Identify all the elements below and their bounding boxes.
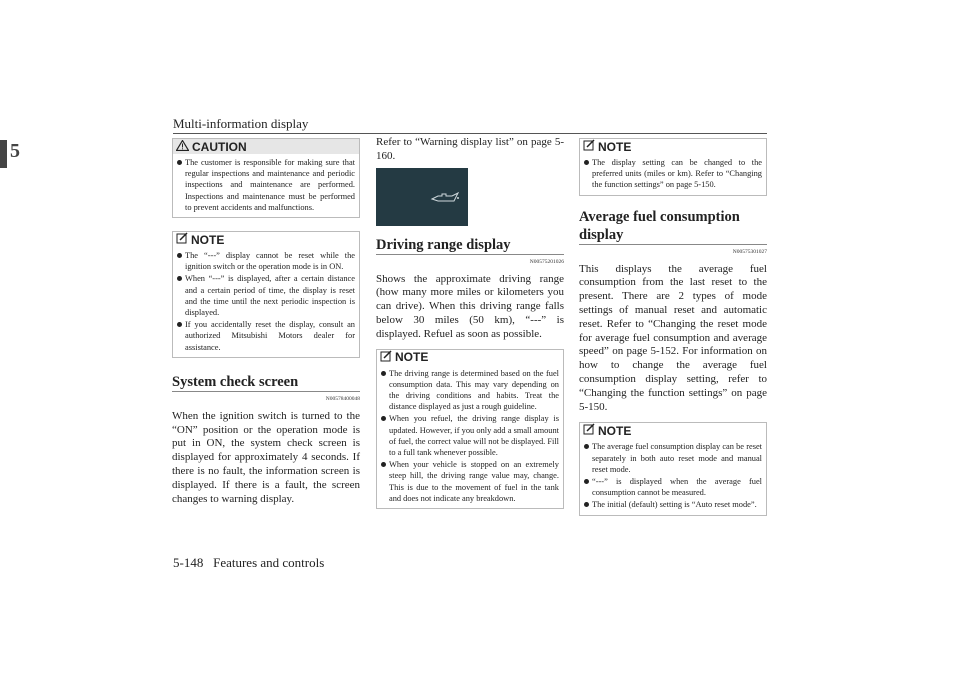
note-header bbox=[173, 232, 359, 247]
bullet-icon bbox=[584, 160, 589, 165]
bullet-icon bbox=[584, 444, 589, 449]
bullet-icon bbox=[381, 416, 386, 421]
section-title: System check screen bbox=[172, 373, 299, 390]
bullet-icon bbox=[381, 462, 386, 467]
oil-can-icon bbox=[430, 190, 460, 208]
list-item: When your vehicle is stopped on an extremely steep hill, the driving range value may, change. This is due to the movement of fuel in the tank and does not indicate any breakdown. bbox=[381, 459, 559, 504]
note-header bbox=[580, 139, 766, 154]
section-paragraph: When the ignition switch is turned to the “ON” position or the operation mode is put in ON, the system check screen is displayed for approximately 4 seconds. If there is no fault, the information screen is displayed. If there is a fault, the screen changes to warning display. bbox=[172, 409, 360, 505]
note-label: NOTE bbox=[598, 423, 632, 438]
note-pencil-icon bbox=[176, 232, 188, 247]
list-item: The initial (default) setting is “Auto reset mode”. bbox=[584, 499, 762, 510]
section-code: N00578400048 bbox=[325, 395, 360, 402]
display-screen-illustration bbox=[376, 168, 468, 226]
left-column bbox=[172, 138, 360, 506]
caution-header bbox=[173, 139, 359, 154]
note-header bbox=[580, 423, 766, 438]
section-code: N00575201026 bbox=[529, 258, 564, 265]
header-rule bbox=[173, 133, 767, 134]
note-box bbox=[376, 349, 564, 509]
bullet-icon bbox=[177, 160, 182, 165]
note-box bbox=[579, 422, 767, 515]
section-paragraph: Shows the approximate driving range (how many more miles or kilometers you can drive). When this driving range falls below 30 miles (50 km), “---” is displayed. Refuel as soon as possible. bbox=[376, 272, 564, 340]
list-item: When you refuel, the driving range display is updated. However, if you only add a small amount of fuel, the correct value will not be displayed. Fill to a full tank whenever possible. bbox=[381, 413, 559, 458]
section-paragraph: This displays the average fuel consumption from the last reset to the present. There are 2 types of mode settings of manual reset and automatic reset. Refer to “Changing the reset mode for average fuel consumption and average speed” on page 5-152. For information on how to change the average fuel consumption display setting, refer to “Changing the function settings” on page 5-150. bbox=[579, 262, 767, 413]
warning-triangle-icon bbox=[176, 140, 189, 154]
note-label: NOTE bbox=[191, 232, 225, 247]
section-code: N00575301027 bbox=[732, 248, 767, 255]
bullet-icon bbox=[177, 276, 182, 281]
note-label: NOTE bbox=[395, 350, 429, 365]
note-header bbox=[377, 350, 563, 365]
middle-column bbox=[376, 136, 564, 509]
section-title: Driving range display bbox=[376, 236, 511, 253]
note-label: NOTE bbox=[598, 139, 632, 154]
list-item: The customer is responsible for making sure that regular inspections and maintenance and periodic inspections and maintenance are performed. Inspections and maintenance must be performed to prevent accidents and malfunctions. bbox=[177, 157, 355, 213]
bullet-icon bbox=[177, 322, 182, 327]
page-number: 5-148 bbox=[173, 555, 204, 570]
note-pencil-icon bbox=[380, 350, 392, 365]
bullet-icon bbox=[381, 371, 386, 376]
chapter-number: 5 bbox=[10, 140, 20, 162]
list-item: The display setting can be changed to the preferred units (miles or km). Refer to “Changing the function settings” on page 5-150. bbox=[584, 157, 762, 191]
list-item: The “---” display cannot be reset while the ignition switch or the operation mode is in ON. bbox=[177, 250, 355, 272]
note-box bbox=[579, 138, 767, 196]
list-item: When “---” is displayed, after a certain distance and a certain period of time, the display is reset and the time until the next periodic inspection is displayed. bbox=[177, 273, 355, 318]
bullet-icon bbox=[584, 502, 589, 507]
page-header-title: Multi-information display bbox=[173, 116, 309, 131]
intro-paragraph: Refer to “Warning display list” on page 5-160. bbox=[376, 136, 564, 162]
list-item: The driving range is determined based on the fuel consumption data. This may vary depending on the driving conditions and habits. Treat the distance displayed as just a rough guideline. bbox=[381, 368, 559, 413]
chapter-tab bbox=[0, 140, 7, 168]
list-item: If you accidentally reset the display, consult an authorized Mitsubishi Motors dealer for assistance. bbox=[177, 319, 355, 353]
section-title: Average fuel consumption display bbox=[579, 208, 740, 243]
note-box bbox=[172, 231, 360, 358]
note-pencil-icon bbox=[583, 423, 595, 438]
bullet-icon bbox=[584, 479, 589, 484]
right-column bbox=[579, 138, 767, 516]
footer-section: Features and controls bbox=[213, 555, 325, 570]
page-footer bbox=[173, 555, 324, 571]
list-item: “---” is displayed when the average fuel consumption cannot be measured. bbox=[584, 476, 762, 498]
caution-box bbox=[172, 138, 360, 218]
caution-label: CAUTION bbox=[192, 139, 247, 154]
note-pencil-icon bbox=[583, 139, 595, 154]
list-item: The average fuel consumption display can be reset separately in both auto reset mode and manual reset mode. bbox=[584, 441, 762, 475]
bullet-icon bbox=[177, 253, 182, 258]
